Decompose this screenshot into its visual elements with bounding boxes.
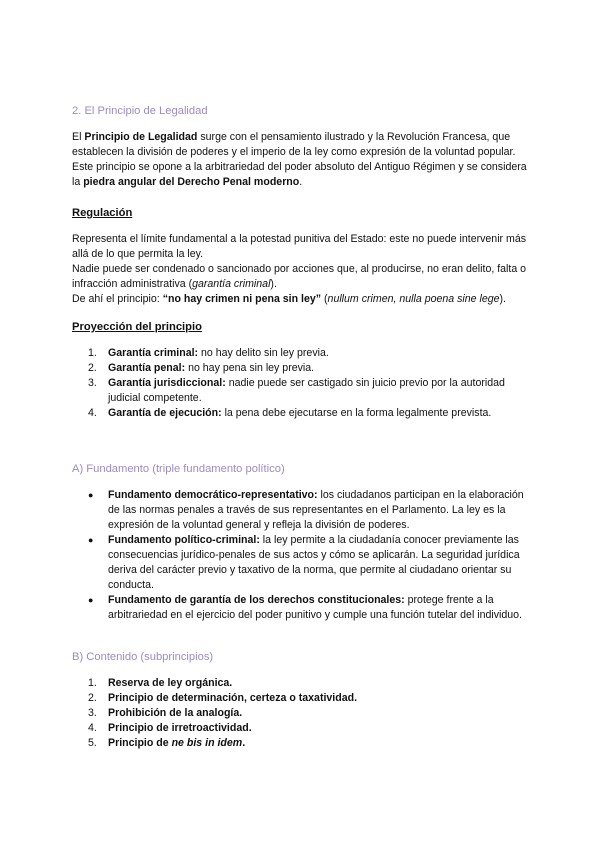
regulacion-p3-mid: ( xyxy=(321,293,328,305)
list-number: 4. xyxy=(88,722,97,734)
bullet-icon: ● xyxy=(88,535,94,545)
regulacion-p3-end: ). xyxy=(499,293,506,305)
list-item-bold: Principio de determinación, certeza o taxatividad. xyxy=(108,692,358,704)
regulacion-p2-italic: garantía criminal xyxy=(192,278,271,290)
intro-text-1: El xyxy=(72,131,85,143)
list-item xyxy=(72,406,532,421)
list-item xyxy=(72,346,532,361)
contenido-list xyxy=(72,676,532,751)
list-item xyxy=(72,376,532,406)
list-item-bold: Fundamento de garantía de los derechos constitucionales: xyxy=(108,594,405,606)
fundamento-list xyxy=(72,488,532,623)
list-item xyxy=(72,706,532,721)
list-number: 1. xyxy=(88,347,97,359)
list-item-text: la pena debe ejecutarse en la forma legalmente prevista. xyxy=(221,407,492,419)
list-item-bold: Garantía penal: xyxy=(108,362,186,374)
list-item xyxy=(72,361,532,376)
intro-text-3: . xyxy=(299,176,303,188)
list-item-text: no hay pena sin ley previa. xyxy=(185,362,315,374)
list-item-bold: Principio de xyxy=(108,737,172,749)
list-item xyxy=(72,736,532,751)
intro-text-2: surge con el pensamiento ilustrado y la Revolución Francesa, que establecen la división de poderes y el imperio de la ley como expresión de la voluntad popular. Este principio se opone a la arbitrariedad del poder absoluto del Antiguo Régimen y se considera la xyxy=(72,131,527,188)
regulacion-body xyxy=(72,232,532,307)
list-item-bold: Garantía criminal: xyxy=(108,347,199,359)
list-number: 3. xyxy=(88,707,97,719)
list-number: 2. xyxy=(88,362,97,374)
regulacion-p3-text: De ahí el principio: xyxy=(72,293,163,305)
list-item-text: nadie puede ser castigado sin juicio previo por la autoridad judicial competente. xyxy=(108,377,505,404)
regulacion-p2 xyxy=(72,262,532,292)
contenido-heading: B) Contenido (subprincipios) xyxy=(72,651,214,663)
list-item-bold: Fundamento democrático-representativo: xyxy=(108,489,318,501)
list-item-bold: Prohibición de la analogía. xyxy=(108,707,243,719)
fundamento-heading: A) Fundamento (triple fundamento político) xyxy=(72,463,285,475)
list-number: 3. xyxy=(88,377,97,389)
list-item-bold: Fundamento político-criminal: xyxy=(108,534,260,546)
list-item xyxy=(72,533,532,593)
list-item xyxy=(72,691,532,706)
proyeccion-heading: Proyección del principio xyxy=(72,321,202,333)
list-number: 4. xyxy=(88,407,97,419)
list-item-bold: Garantía de ejecución: xyxy=(108,407,222,419)
list-item-text: protege frente a la arbitrariedad en el ejercicio del poder punitivo y cumple una función tutelar del individuo. xyxy=(108,594,522,621)
regulacion-p3-bold: “no hay crimen ni pena sin ley” xyxy=(162,293,322,305)
list-number: 1. xyxy=(88,677,97,689)
intro-paragraph xyxy=(72,130,532,190)
list-item-text: la ley permite a la ciudadanía conocer previamente las consecuencias jurídico-penales de sus actos y cómo se aplicarán. La seguridad jurídica deriva del carácter previo y taxativo de la norma, que permite al ciudadano orientar su conducta. xyxy=(108,534,520,591)
intro-bold-1: Principio de Legalidad xyxy=(84,131,198,143)
list-item xyxy=(72,593,532,623)
list-item-bold: Principio de irretroactividad. xyxy=(108,722,252,734)
bullet-icon: ● xyxy=(88,490,94,500)
proyeccion-list xyxy=(72,346,532,421)
regulacion-heading: Regulación xyxy=(72,207,133,219)
regulacion-p2-end: ). xyxy=(270,278,277,290)
list-item xyxy=(72,488,532,533)
list-item-tail: . xyxy=(242,737,246,749)
list-item xyxy=(72,676,532,691)
list-number: 5. xyxy=(88,737,97,749)
list-item xyxy=(72,721,532,736)
list-item-bold: Garantía jurisdiccional: xyxy=(108,377,226,389)
section-title: 2. El Principio de Legalidad xyxy=(72,105,208,117)
regulacion-p2-text: Nadie puede ser condenado o sancionado por acciones que, al producirse, no eran delito, falta o infracción administrativa ( xyxy=(72,263,527,290)
list-number: 2. xyxy=(88,692,97,704)
regulacion-p3-italic: nullum crimen, nulla poena sine lege xyxy=(327,293,500,305)
regulacion-p3 xyxy=(72,292,532,307)
list-item-bold: Reserva de ley orgánica. xyxy=(108,677,233,689)
list-item-text: los ciudadanos participan en la elaboración de las normas penales a través de sus representantes en el Parlamento. La ley es la expresión de la voluntad general y refleja la división de poderes. xyxy=(108,489,524,531)
list-item-text: no hay delito sin ley previa. xyxy=(198,347,329,359)
intro-bold-2: piedra angular del Derecho Penal moderno xyxy=(83,176,300,188)
bullet-icon: ● xyxy=(88,595,94,605)
regulacion-p1: Representa el límite fundamental a la potestad punitiva del Estado: este no puede intervenir más allá de lo que permita la ley. xyxy=(72,233,527,260)
list-item-bold-italic: ne bis in idem xyxy=(171,737,243,749)
